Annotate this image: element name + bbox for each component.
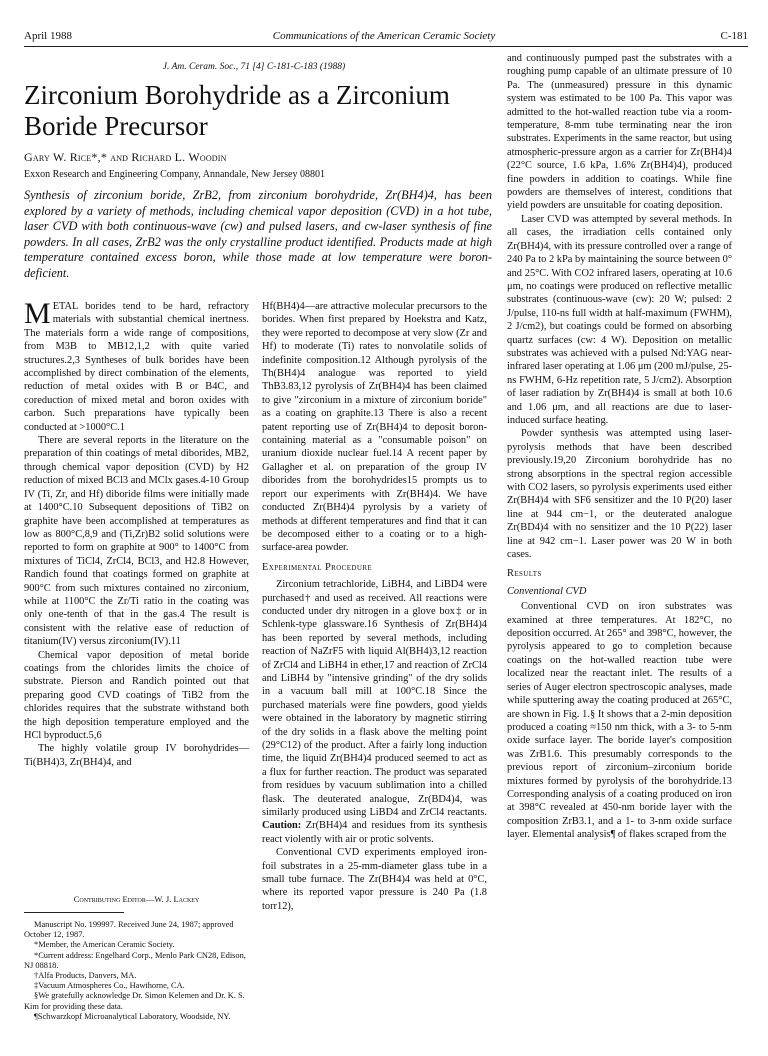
article-title xyxy=(24,80,494,142)
footnote: ¶Schwarzkopf Microanalytical Laboratory, Woodside, NY. xyxy=(34,1011,231,1021)
experimental-paragraph-2: Conventional CVD experiments employed iron-foil substrates in a 25-mm-diameter glass tube in a small tube furnace. The Zr(BH4)4 was held at 0°C, where its reported vapor pressure is 240 Pa (1.8 torr12), xyxy=(262,847,487,912)
authors: Gary W. Rice*,* and Richard L. Woodin xyxy=(24,150,227,164)
intro-paragraph-5: Hf(BH4)4—are attractive molecular precursors to the borides. When first prepared by Hoekstra and Katz, they were reported to decompose at very slow (Zr and Hf) to moderate (Ti) rates to nonvolatile solids of indefinite composition.12 Although pyrolysis of the Th(BH4)4 analogue was reported to yield ThB3.83,12 pyrolysis of Zr(BH4)4 has been claimed to give "zirconium in a mixture of zirconium boride" as a coating on graphite.13 There is also a recent patent reporting use of Zr(BH4)4 to deposit boron-containing material as a "consumable poison" on uranium dioxide nuclear fuel.14 A recent paper by Gallagher et al. on preparation of the group IV diborides from the borohydrides15 prompts us to report our experiments with Zr(BH4)4. We have conducted Zr(BH4)4 pyrolysis by a variety of methods at different temperatures and find that it can be decomposed either to a coating or to a high-surface-area powder. xyxy=(262,301,487,554)
intro-paragraph-1 xyxy=(24,297,249,434)
drop-cap: M xyxy=(24,297,51,330)
footnote: Manuscript No. 199997. Received June 24, 1987; approved October 12, 1987. xyxy=(24,920,234,940)
footnote: *Current address: Engelhard Corp., Menlo Park CN28, Edison, NJ 08818. xyxy=(24,950,246,970)
contributing-editor: Contributing Editor—W. J. Lackey xyxy=(73,894,200,904)
intro-text-1: ETAL borides tend to be hard, refractory materials with substantial chemical inertness. The materials form a wide range of compositions, from M3B to MB12,1,2 with quite varied structures.2,3 Syntheses of bulk borides have been accomplished by direct combination of the elements, reduction of metal oxides with B or B4C, and coreduction of mixed metal and boron oxides with carbon. Such preparations have typically been conducted at >1000°C.1 xyxy=(24,301,249,433)
footnote: †Alfa Products, Danvers, MA. xyxy=(34,971,137,981)
title-line-2: Boride Precursor xyxy=(24,111,208,141)
subheading-conventional-cvd: Conventional CVD xyxy=(507,585,587,597)
footnotes xyxy=(24,920,249,1022)
section-heading-experimental: Experimental Procedure xyxy=(262,561,373,573)
experimental-text-1: Zirconium tetrachloride, LiBH4, and LiBD4 were purchased† and used as received. All reactions were conducted under dry nitrogen in a glove box‡ or in Schlenk-type glassware.16 Synthesis of Zr(BH4)4 has been reported by several methods, including reaction of NaZrF5 with liquid Al(BH4)3,12 reaction of ZrCl4 and LiBH4 in ether,17 and reaction of ZrCl4 and LiBH4 by "intensive grinding" of the dry solids in a vacuum ball mill at 100°C.18 Since the purchased materials were fine powders, good yields were obtained in the laboratory by magnetic stirring of the dry solids in a flask above the melting point (29°C12) of the product. After a fairly long induction time, the liquid Zr(BH4)4 produced seemed to act as a flux for further reaction. The product was separated from residues by vacuum sublimation into a chilled flask. The deuterated analogue, Zr(BD4)4, was similarly produced using LiBD4 and ZrCl4 reactants. xyxy=(262,579,487,819)
header-date: April 1988 xyxy=(24,30,72,42)
caution-label: Caution: xyxy=(262,820,302,832)
intro-paragraph-3: Chemical vapor deposition of metal boride coatings from the chlorides limits the choice of substrate. Pierson and Randich pointed out that preparing good CVD coatings of TiB2 from the chlorides requires that the substrate withstand both the high deposition temperature employed and the HCl byproduct.5,6 xyxy=(24,649,249,741)
intro-paragraph-2: There are several reports in the literature on the preparation of thin coatings of metal diborides, MB2, through chemical vapor deposition (CVD) by H2 reduction of mixed BCl3 and MClx gases.4-10 Group IV (Ti, Zr, and Hf) diboride films were initially made at 1400°C.10 Subsequent depositions of TiB2 on graphite have been accomplished at temperatures as low as 800°C,8,9 and (Ti,Zr)B2 solid solutions were reported to form on graphite at 900° to 1400°C from mixtures of TiCl4, ZrCl4, BCl3, and H2.8 However, Randich found that coatings formed on graphite at 900°C from such mixtures contained no zirconium, while at 1100°C the Zr/Ti ratio in the coating was only one-tenth of that in the gas.4 The result is consistent with the relative ease of reduction of titanium(IV) versus zirconium(IV).11 xyxy=(24,435,249,648)
header-journal: Communications of the American Ceramic Society xyxy=(272,30,496,42)
footnote: §We gratefully acknowledge Dr. Simon Kelemen and Dr. K. S. Kim for providing these data. xyxy=(24,991,245,1011)
experimental-paragraph-4: Laser CVD was attempted by several methods. In all cases, the irradiation cells contained only Zr(BH4)4, with its pressure controlled over a range of 240 Pa to 2 kPa by maintaining the source between 0° and 25°C. With CO2 infrared lasers, operating at 10.6 μm, no coatings were produced on reflective metallic substrates (continuous-wave (cw): 20 W; pulsed: 2 J/pulse, 110-ns full width at half-maximum (FWHM), 2 J/cm2), but coatings could be formed on absorbing quartz surfaces (cw: 4 W). Deposition on metallic substrates was achieved with a pulsed Nd:YAG near-infrared laser operating at 1.06 μm (200 mJ/pulse, 25-ns FWHM, 6-Hz repetition rate, 5 J/cm2). Absorption of laser radiation by Zr(BH4)4 is small at both 10.6 and 1.06 μm, and all reactions are due to laser-induced surface heating. xyxy=(507,213,732,426)
abstract: Synthesis of zirconium boride, ZrB2, from zirconium borohydride, Zr(BH4)4, has been explored by a variety of methods, including chemical vapor deposition (CVD) in a hot tube, laser CVD with both continuous-wave (cw) and pulsed lasers, and cw-laser synthesis of fine powders. In all cases, ZrB2 was the only crystalline product identified. Products made at high temperature contained excess boron, while those made at low temperature were boron-deficient. xyxy=(24,188,492,280)
results-paragraph-1: Conventional CVD on iron substrates was examined at three temperatures. At 182°C, no deposition occurred. At 265° and 398°C, however, the pyrolysis appeared to go to completion because coatings on the hot-walled reaction tube were localized near the reactant inlet. The results of a series of Auger electron spectroscopic analyses, made while sputtering away the coating produced at 265°C, are shown in Fig. 1.§ It shows that a 2-min deposition produced a coating ≈150 nm thick, with a 3- to 5-nm oxide surface layer. The boride layer's composition was ZrB1.6. This presumably corresponds to the previous report of zirconium–zirconium boride mixtures formed by pyrolysis of the borohydride.13 Corresponding analysis of a coating produced on iron at 398°C revealed at 450-nm boride layer with the composition ZrB3.1, and a 1- to 3-nm oxide surface layer. Elemental analysis¶ of flakes scraped from the xyxy=(507,601,732,841)
footnote: *Member, the American Ceramic Society. xyxy=(34,940,175,950)
column-1 xyxy=(24,297,249,769)
section-heading-results: Results xyxy=(507,568,542,580)
footnote: ‡Vacuum Atmospheres Co., Hawthorne, CA. xyxy=(34,981,185,991)
affiliation: Exxon Research and Engineering Company, Annandale, New Jersey 08801 xyxy=(24,169,325,180)
column-3 xyxy=(507,52,732,842)
citation: J. Am. Ceram. Soc., 71 [4] C-181-C-183 (1988) xyxy=(162,62,346,72)
header-rule xyxy=(24,46,748,47)
header-page-number: C-181 xyxy=(720,30,748,42)
experimental-paragraph-5: Powder synthesis was attempted using laser-pyrolysis methods that have been described previously.19,20 Zirconium borohydride has no strong absorptions in the spectral region accessible with CO2 lasers, so pyrolysis experiments used either Zr(BH4)4 with SF6 sensitizer and the 10 P(20) laser line at 944 cm−1, or the deuterated analogue Zr(BD4)4 with no sensitizer and the 10 P(22) laser line at 942 cm−1. Laser power was 20 W in both cases. xyxy=(507,428,732,561)
column-2 xyxy=(262,300,487,913)
intro-paragraph-4: The highly volatile group IV borohydrides—Ti(BH4)3, Zr(BH4)4, and xyxy=(24,743,249,768)
footnote-rule xyxy=(24,912,124,913)
caution-text: Zr(BH4)4 and residues from its synthesis react violently with air or protic solvents. xyxy=(262,820,487,845)
title-line-1: Zirconium Borohydride as a Zirconium xyxy=(24,80,450,110)
experimental-paragraph-3: and continuously pumped past the substrates with a roughing pump capable of an ultimate pressure of 10 Pa. The (unmeasured) pressure in this dynamic system was estimated to be 100 Pa. This vapor was admitted to the hot-walled reaction tube via a room-temperature, 8-mm tube terminating near the iron substrates. Experiments in the same reactor, but using atmospheric-pressure argon as a carrier for Zr(BH4)4 (22°C source, 1.6 kPa, 1.6% Zr(BH4)4), produced fine powders in addition to coatings. While fine powders are themselves of interest, conditions that yield powders are unsuitable for coating deposition. xyxy=(507,53,732,212)
experimental-paragraph-1 xyxy=(262,578,487,846)
